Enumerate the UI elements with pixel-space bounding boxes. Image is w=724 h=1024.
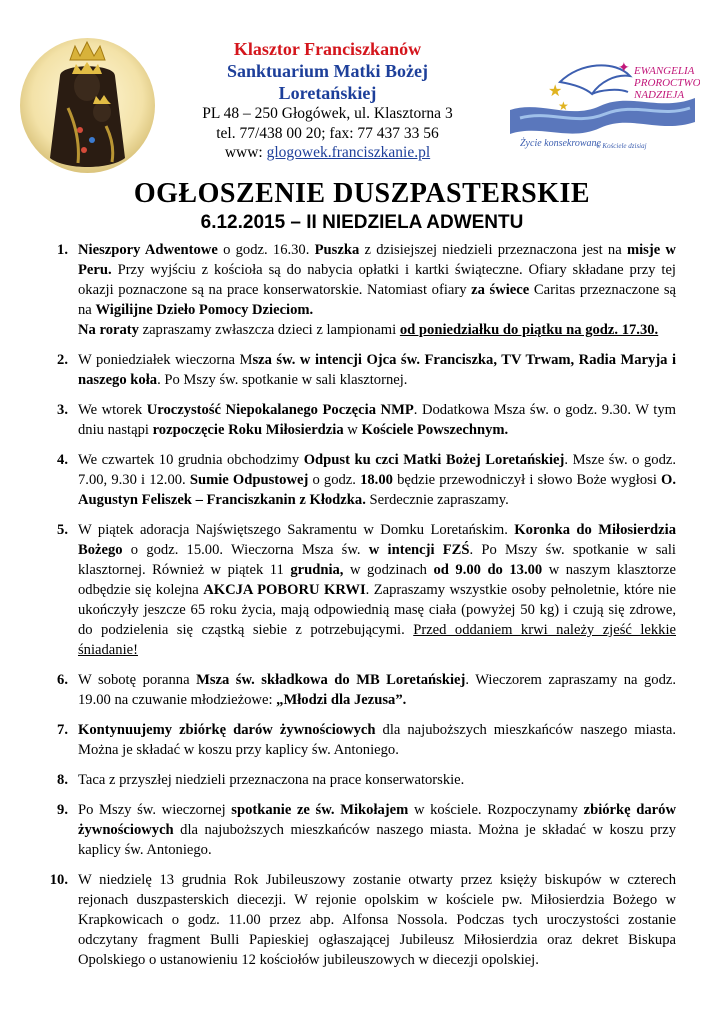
madonna-medallion-image	[20, 38, 155, 173]
text-bold: misje w Peru.	[78, 242, 676, 278]
page-title: OGŁOSZENIE DUSZPASTERSKIE	[133, 178, 591, 209]
text-bold: spotkanie ze św. Mikołajem	[231, 802, 409, 818]
item-number: 8.	[57, 772, 68, 788]
item-number: 9.	[57, 802, 68, 818]
item-number: 1.	[57, 242, 68, 258]
announcement-item	[28, 720, 676, 760]
item-number: 10.	[49, 872, 68, 888]
text-bold: Puszka	[314, 242, 360, 258]
text: w godzinach	[343, 562, 434, 578]
text: W poniedziałek wieczorna M	[78, 352, 253, 368]
svg-text:✦: ✦	[618, 60, 630, 76]
item-number: 4.	[57, 452, 68, 468]
text: . Wieczorem zapraszamy na godz. 19.00 na czuwanie młodzieżowe:	[78, 672, 677, 708]
announcement-item	[28, 400, 676, 440]
svg-text:★: ★	[548, 81, 563, 100]
text: . Zapraszamy wszystkie osoby pełnoletnie, które nie ukończyły jeszcze 65 roku życia, mają odpowiednią masę ciała (powyżej 50 kg) i czują się zdrowe, do podzielenia się cząstką siebie z potrzebującymi.	[78, 582, 676, 638]
text: Serdecznie zapraszamy.	[365, 492, 509, 508]
text: . Po Mszy św. spotkanie w sali klasztornej. Również w piątek 11	[78, 542, 676, 578]
item-number: 2.	[57, 352, 68, 368]
announcement-item	[28, 450, 676, 510]
announcement-item	[28, 240, 676, 340]
text: w naszym klasztorze odbędzie się kolejna	[78, 562, 676, 598]
org-name: Klasztor Franciszkanów	[233, 39, 422, 59]
phone-fax: tel. 77/438 00 20; fax: 77 437 33 56	[216, 124, 439, 142]
logo-text-proroctwo: PROROCTWO	[634, 77, 700, 89]
letterhead	[0, 0, 724, 180]
text: We wtorek	[78, 402, 147, 418]
text-bold: 18.00	[360, 472, 393, 488]
logo-text-kosciele: w Kościele dzisiaj	[596, 142, 647, 150]
announcement-list	[28, 240, 676, 970]
text: . Po Mszy św. spotkanie w sali klasztornej.	[157, 372, 408, 388]
logo-text-nadzieja: NADZIEJA	[634, 89, 685, 101]
text: Po Mszy św. wieczornej	[78, 802, 232, 818]
text-bold: Kontynuujemy zbiórkę darów żywnościowych	[78, 722, 376, 738]
text: . Msze św. o godz. 7.00, 9.30 i 12.00.	[78, 452, 676, 488]
logo-text-ewangelia: EWANGELIA	[634, 65, 695, 77]
text: W sobotę poranna	[78, 672, 197, 688]
text-bold: AKCJA POBORU KRWI	[203, 582, 366, 598]
organization-block	[165, 38, 490, 163]
text-bold: sza św. w intencji Ojca św. Franciszka, TV Trwam, Radia Maryja i naszego koła	[78, 352, 677, 388]
text-bold: Uroczystość Niepokalanego Poczęcia NMP	[146, 402, 414, 418]
text-bold: od 9.00 do 13.00	[433, 562, 543, 578]
text-bold: Koronka do Miłosierdzia Bożego	[78, 522, 677, 558]
text: dla najuboższych mieszkańców naszego miasta. Można je składać w koszu przy kaplicy św. Antoniego.	[78, 822, 676, 858]
item-number: 7.	[57, 722, 68, 738]
text-bold: rozpoczęcie Roku Miłosierdzia	[152, 422, 344, 438]
text-bold: zbiórkę darów żywnościowych	[78, 802, 676, 838]
text: o godz. 16.30.	[217, 242, 315, 258]
announcement-item	[28, 350, 676, 390]
text-bold: Kościele Powszechnym.	[361, 422, 509, 438]
text: W niedzielę 13 grudnia Rok Jubileuszowy zostanie otwarty przez księży biskupów w czterech rejonach duszpasterskich diecezji. W rejonie opolskim w kościele pw. Miłosierdzia Bożego w Krapkowicach o godz. 11.00 przez abp. Alfonsa Nossola. Podczas tych uroczystości zostanie odczytany fragment Bulli Papieskiej ogłaszającej Jubileusz Miłosierdzia oraz dekret Biskupa Opolskiego o ustanowieniu 12 kościołów jubileuszowych w diecezji opolskiej.	[78, 872, 676, 968]
text-bold: Nieszpory Adwentowe	[78, 242, 218, 258]
text-bold: Odpust ku czci Matki Bożej Loretańskiej	[303, 452, 565, 468]
text: Taca z przyszłej niedzieli przeznaczona na prace konserwatorskie.	[78, 772, 465, 788]
text: w	[343, 422, 362, 438]
logo-text-zycie: Życie konsekrowane	[520, 138, 601, 149]
text: w kościele. Rozpoczynamy	[408, 802, 584, 818]
text: Przy wyjściu z kościoła są do nabycia opłatki i kartki świąteczne. Ofiary składane przy tej okazji poznaczone są na prace konserwatorskie. Natomiast ofiary	[78, 262, 676, 298]
text: zapraszamy zwłaszcza dzieci z lampionami	[138, 322, 400, 338]
text: będzie przewodniczył i słowo Boże wygłosi	[392, 472, 662, 488]
text-bold: „Młodzi dla Jezusa”.	[276, 692, 407, 708]
text: dla najuboższych mieszkańców naszego miasta. Można je składać w koszu przy kaplicy św. Antoniego.	[78, 722, 676, 758]
text-bold: O. Augustyn Feliszek – Franciszkanin z Kłodzka.	[78, 472, 677, 508]
text-bold: za świece	[471, 282, 530, 298]
page-subtitle: 6.12.2015 – II NIEDZIELA ADWENTU	[200, 212, 524, 233]
text: o godz.	[308, 472, 361, 488]
item-number: 5.	[57, 522, 68, 538]
text-bold-underline: od poniedziałku do piątku na godz. 17.30.	[399, 322, 659, 338]
announcement-item	[28, 870, 676, 970]
text-bold: grudnia,	[290, 562, 344, 578]
svg-text:★: ★	[558, 99, 569, 113]
text: W piątek adoracja Najświętszego Sakramentu w Domku Loretańskim.	[78, 522, 515, 538]
text-bold: Sumie Odpustowej	[189, 472, 309, 488]
announcement-item	[28, 800, 676, 860]
text: . Dodatkowa Msza św. o godz. 9.30. W tym dniu nastąpi	[78, 402, 677, 438]
text-bold: Na roraty	[78, 322, 139, 338]
text-bold: Msza św. składkowa do MB Loretańskiej	[196, 672, 466, 688]
text-bold: w intencji FZŚ	[368, 542, 470, 558]
item-number: 3.	[57, 402, 68, 418]
website-prefix: www:	[224, 144, 267, 161]
sanctuary-name-line2: Loretańskiej	[278, 83, 377, 103]
item-number: 6.	[57, 672, 68, 688]
text-underline: Przed oddaniem krwi należy zjeść lekkie śniadanie!	[78, 622, 676, 658]
website-link[interactable]: glogowek.franciszkanie.pl	[266, 144, 431, 161]
website	[165, 143, 490, 163]
address: PL 48 – 250 Głogówek, ul. Klasztorna 3	[202, 105, 453, 122]
text: Caritas przeznaczone są na	[78, 282, 676, 318]
text-bold: Wigilijne Dzieło Pomocy Dzieciom.	[95, 302, 314, 318]
text: o godz. 15.00. Wieczorna Msza św.	[122, 542, 369, 558]
text: z dzisiejszej niedzieli przeznaczona jest na	[359, 242, 627, 258]
text: We czwartek 10 grudnia obchodzimy	[78, 452, 304, 468]
sanctuary-name-line1: Sanktuarium Matki Bożej	[226, 61, 428, 81]
announcement-item	[28, 670, 676, 710]
announcement-item	[28, 520, 676, 660]
consecrated-life-logo	[500, 52, 700, 152]
announcement-item	[28, 770, 676, 790]
